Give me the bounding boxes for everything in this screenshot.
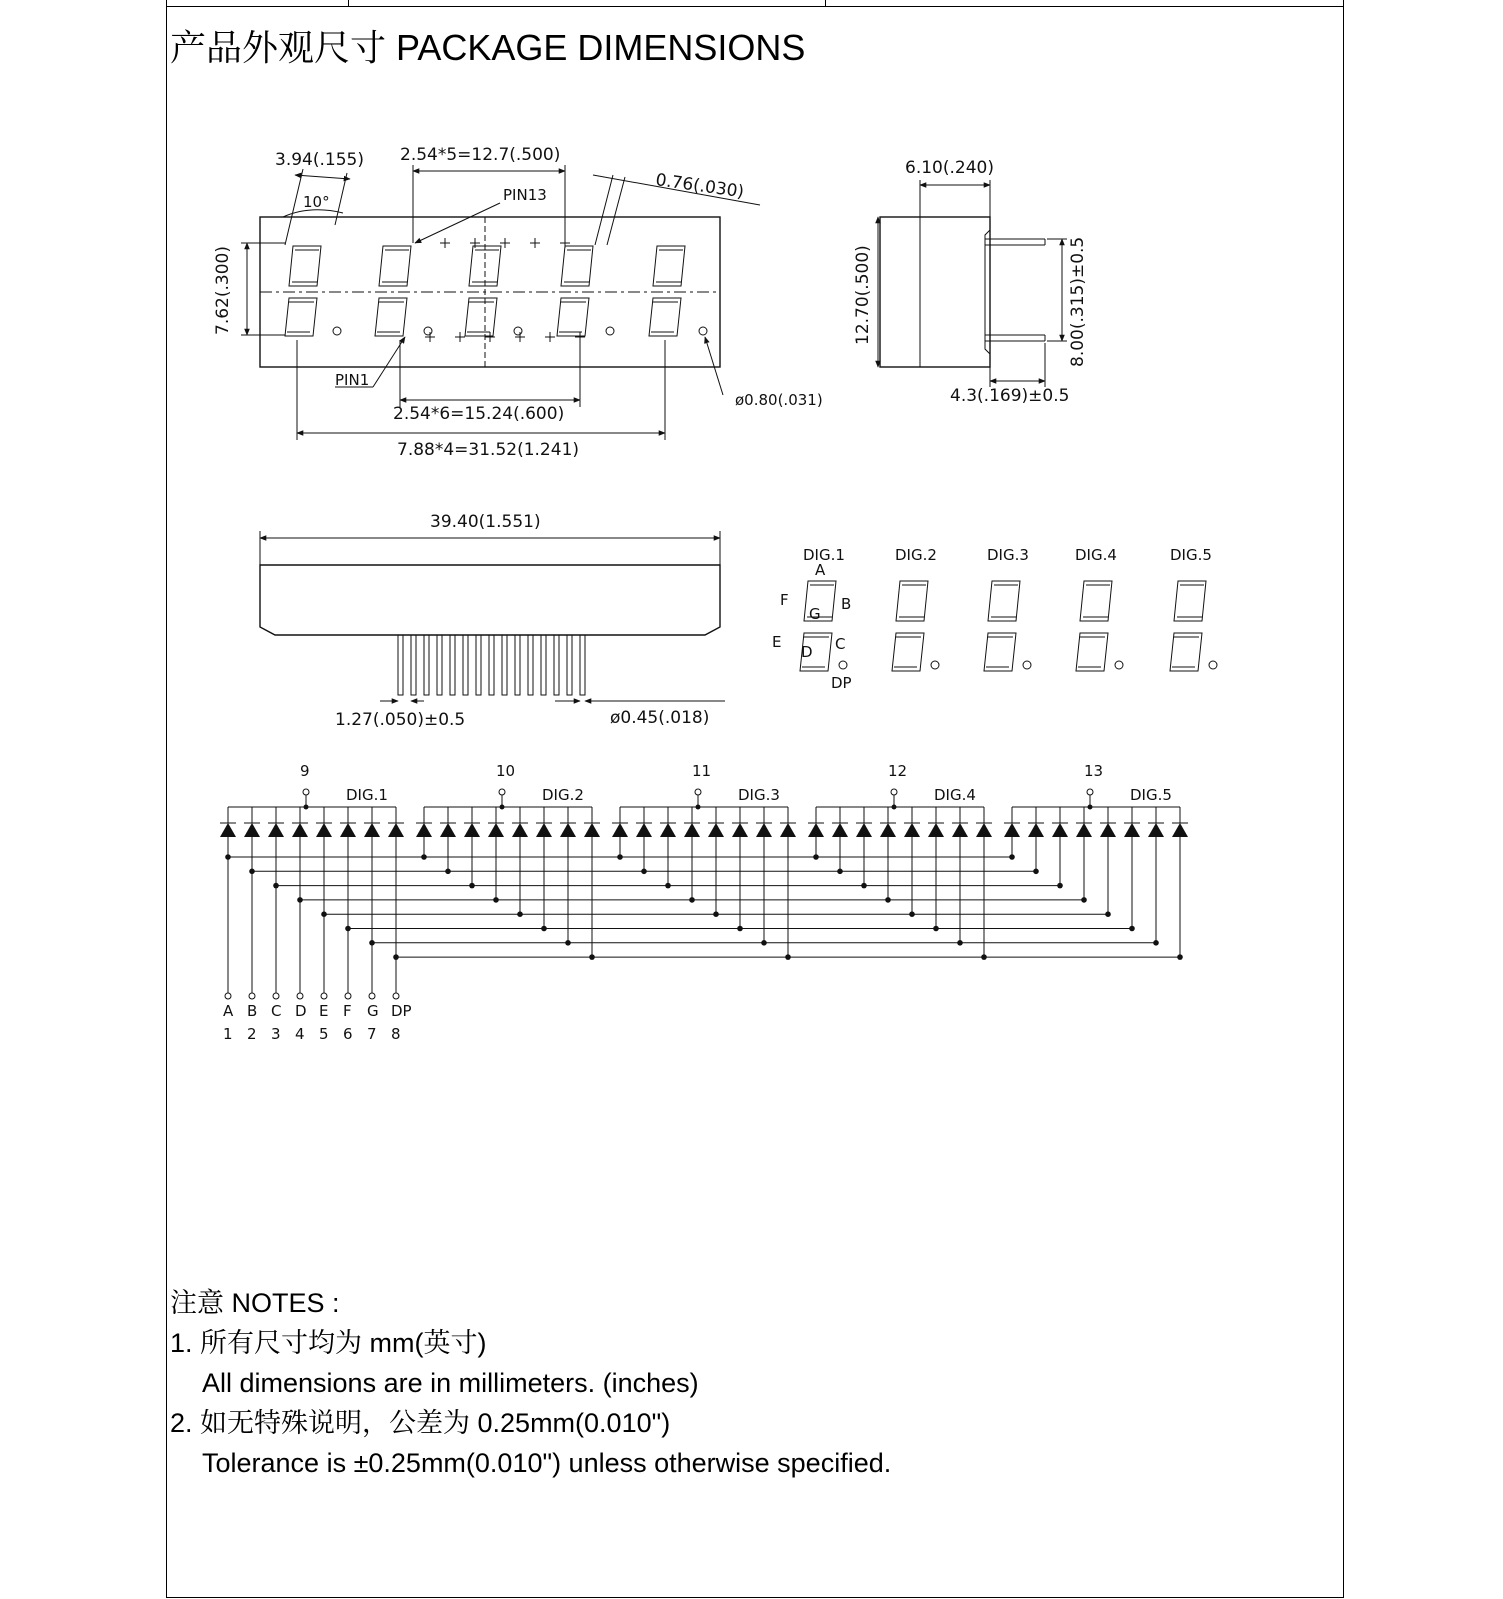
schematic-segment-pin: 4	[295, 1025, 305, 1043]
led-diode	[856, 823, 872, 837]
segment-label-g: G	[809, 605, 821, 623]
pin-markers-bottom	[425, 332, 585, 342]
dp-dot	[333, 327, 341, 335]
led-diode	[560, 823, 576, 837]
led-diode	[244, 823, 260, 837]
led-diode	[464, 823, 480, 837]
segment-label-e: E	[772, 633, 782, 651]
schematic-digit-label: DIG.4	[934, 786, 976, 804]
note-2-chinese: 2. 如无特殊说明，公差为 0.25mm(0.010")	[170, 1408, 671, 1438]
common-pin-number: 9	[300, 762, 310, 780]
front-digit-5	[649, 246, 685, 336]
note-1-chinese: 1. 所有尺寸均为 mm(英寸)	[170, 1328, 487, 1358]
led-diode	[1076, 823, 1092, 837]
led-diode	[1100, 823, 1116, 837]
segment-map-digit-label: DIG.1	[803, 546, 845, 564]
led-diode	[684, 823, 700, 837]
segment-map-digit-2	[892, 581, 928, 671]
schematic-segment-label: D	[295, 1002, 307, 1020]
schematic-digit-label: DIG.1	[346, 786, 388, 804]
led-diode	[1028, 823, 1044, 837]
led-diode	[316, 823, 332, 837]
dim-pin-diameter: ø0.45(.018)	[610, 708, 710, 728]
dim-side-depth: 6.10(.240)	[905, 158, 994, 178]
common-pin-number: 12	[888, 762, 908, 780]
segment-label-b: B	[841, 595, 852, 613]
led-diode	[808, 823, 824, 837]
led-diode	[660, 823, 676, 837]
side-view-body	[880, 217, 990, 367]
dim-digit-pitch: 7.88*4=31.52(1.241)	[397, 440, 580, 460]
led-diode	[708, 823, 724, 837]
note-2-english: Tolerance is ±0.25mm(0.010") unless otherwise specified.	[202, 1448, 892, 1478]
dim-pin-pitch-bottom: 2.54*6=15.24(.600)	[393, 404, 565, 424]
pin-markers-top	[440, 238, 570, 248]
led-diode	[488, 823, 504, 837]
bottom-view-body	[260, 565, 720, 635]
note-1-english: All dimensions are in millimeters. (inches)	[202, 1368, 699, 1398]
segment-label-a: A	[815, 561, 826, 579]
led-diode	[780, 823, 796, 837]
schematic-segment-label: G	[367, 1002, 379, 1020]
common-pin-number: 13	[1084, 762, 1104, 780]
schematic-segment-label: C	[271, 1002, 282, 1020]
segment-map	[772, 546, 1217, 692]
bottom-view-pins	[398, 635, 585, 695]
led-diode	[732, 823, 748, 837]
segment-label-dp: DP	[831, 674, 852, 692]
label-pin13: PIN13	[503, 186, 547, 204]
led-diode	[952, 823, 968, 837]
schematic-segment-label: A	[223, 1002, 234, 1020]
front-digit-1	[285, 246, 321, 336]
dim-side-height: 12.70(.500)	[853, 245, 873, 345]
dp-dot	[699, 327, 707, 335]
schematic-digit-label: DIG.5	[1130, 786, 1172, 804]
dim-pin-span: 8.00(.315)±0.5	[1068, 236, 1088, 367]
label-pin1: PIN1	[335, 371, 370, 389]
schematic-segment-pin: 1	[223, 1025, 233, 1043]
segment-map-digit-label: DIG.3	[987, 546, 1029, 564]
schematic-segment-pin: 7	[367, 1025, 377, 1043]
package-drawing-svg	[195, 135, 1265, 1080]
segment-label-c: C	[835, 635, 846, 653]
led-diode	[928, 823, 944, 837]
led-diode	[584, 823, 600, 837]
schematic-segment-label: DP	[391, 1002, 412, 1020]
led-diode	[416, 823, 432, 837]
led-diode	[220, 823, 236, 837]
led-diode	[1124, 823, 1140, 837]
dim-total-length: 39.40(1.551)	[430, 512, 541, 532]
led-diode	[292, 823, 308, 837]
front-view	[213, 145, 823, 460]
schematic-digit-label: DIG.3	[738, 786, 780, 804]
led-diode	[388, 823, 404, 837]
segment-map-digit-label: DIG.2	[895, 546, 937, 564]
schematic-segment-pin: 2	[247, 1025, 257, 1043]
dp-dot	[606, 327, 614, 335]
dim-pin-pitch-bottom-view: 1.27(.050)±0.5	[335, 710, 466, 730]
led-diode	[976, 823, 992, 837]
dp-dot	[424, 327, 432, 335]
led-diode	[1172, 823, 1188, 837]
dim-body-height: 7.62(.300)	[213, 246, 233, 335]
common-pin-number: 10	[496, 762, 516, 780]
schematic-segment-pin: 5	[319, 1025, 329, 1043]
schematic-segment-pin: 3	[271, 1025, 281, 1043]
schematic-segment-label: E	[319, 1002, 329, 1020]
led-diode	[832, 823, 848, 837]
segment-map-digit-5	[1170, 581, 1206, 671]
led-diode	[880, 823, 896, 837]
segment-map-digit-label: DIG.4	[1075, 546, 1117, 564]
led-diode	[1052, 823, 1068, 837]
notes-heading: 注意 NOTES :	[170, 1288, 340, 1318]
schematic-segment-pin: 6	[343, 1025, 353, 1043]
led-diode	[440, 823, 456, 837]
led-diode	[512, 823, 528, 837]
led-diode	[364, 823, 380, 837]
led-diode	[1004, 823, 1020, 837]
bottom-view	[260, 512, 725, 730]
led-diode	[612, 823, 628, 837]
dim-pin-width: 0.76(.030)	[654, 170, 746, 203]
package-drawing	[195, 135, 1265, 1080]
dp-dot	[514, 327, 522, 335]
schematic-segment-pin: 8	[391, 1025, 401, 1043]
segment-label-d: D	[801, 643, 813, 661]
dim-slant-angle: 10°	[303, 193, 330, 211]
led-diode	[536, 823, 552, 837]
led-diode	[340, 823, 356, 837]
schematic-digit-label: DIG.2	[542, 786, 584, 804]
segment-label-f: F	[780, 591, 789, 609]
common-pin-number: 11	[692, 762, 712, 780]
notes-section	[170, 1283, 891, 1483]
led-diode	[1148, 823, 1164, 837]
dim-digit-width: 3.94(.155)	[275, 150, 364, 170]
side-view	[853, 158, 1088, 406]
front-digit-3	[465, 246, 501, 336]
led-diode	[268, 823, 284, 837]
circuit-schematic	[220, 762, 1188, 1043]
page-title: 产品外观尺寸 PACKAGE DIMENSIONS	[170, 27, 806, 68]
schematic-segment-label: F	[343, 1002, 352, 1020]
schematic-segment-label: B	[247, 1002, 258, 1020]
led-diode	[904, 823, 920, 837]
front-digit-4	[557, 246, 593, 336]
led-diode	[756, 823, 772, 837]
front-digit-2	[375, 246, 411, 336]
dim-pin-pitch-top: 2.54*5=12.7(.500)	[400, 145, 561, 165]
dim-pin-length: 4.3(.169)±0.5	[950, 386, 1070, 406]
segment-map-digit-4	[1076, 581, 1112, 671]
led-diode	[636, 823, 652, 837]
dim-dp-diameter: ø0.80(.031)	[735, 391, 823, 409]
segment-map-digit-3	[984, 581, 1020, 671]
segment-map-digit-label: DIG.5	[1170, 546, 1212, 564]
